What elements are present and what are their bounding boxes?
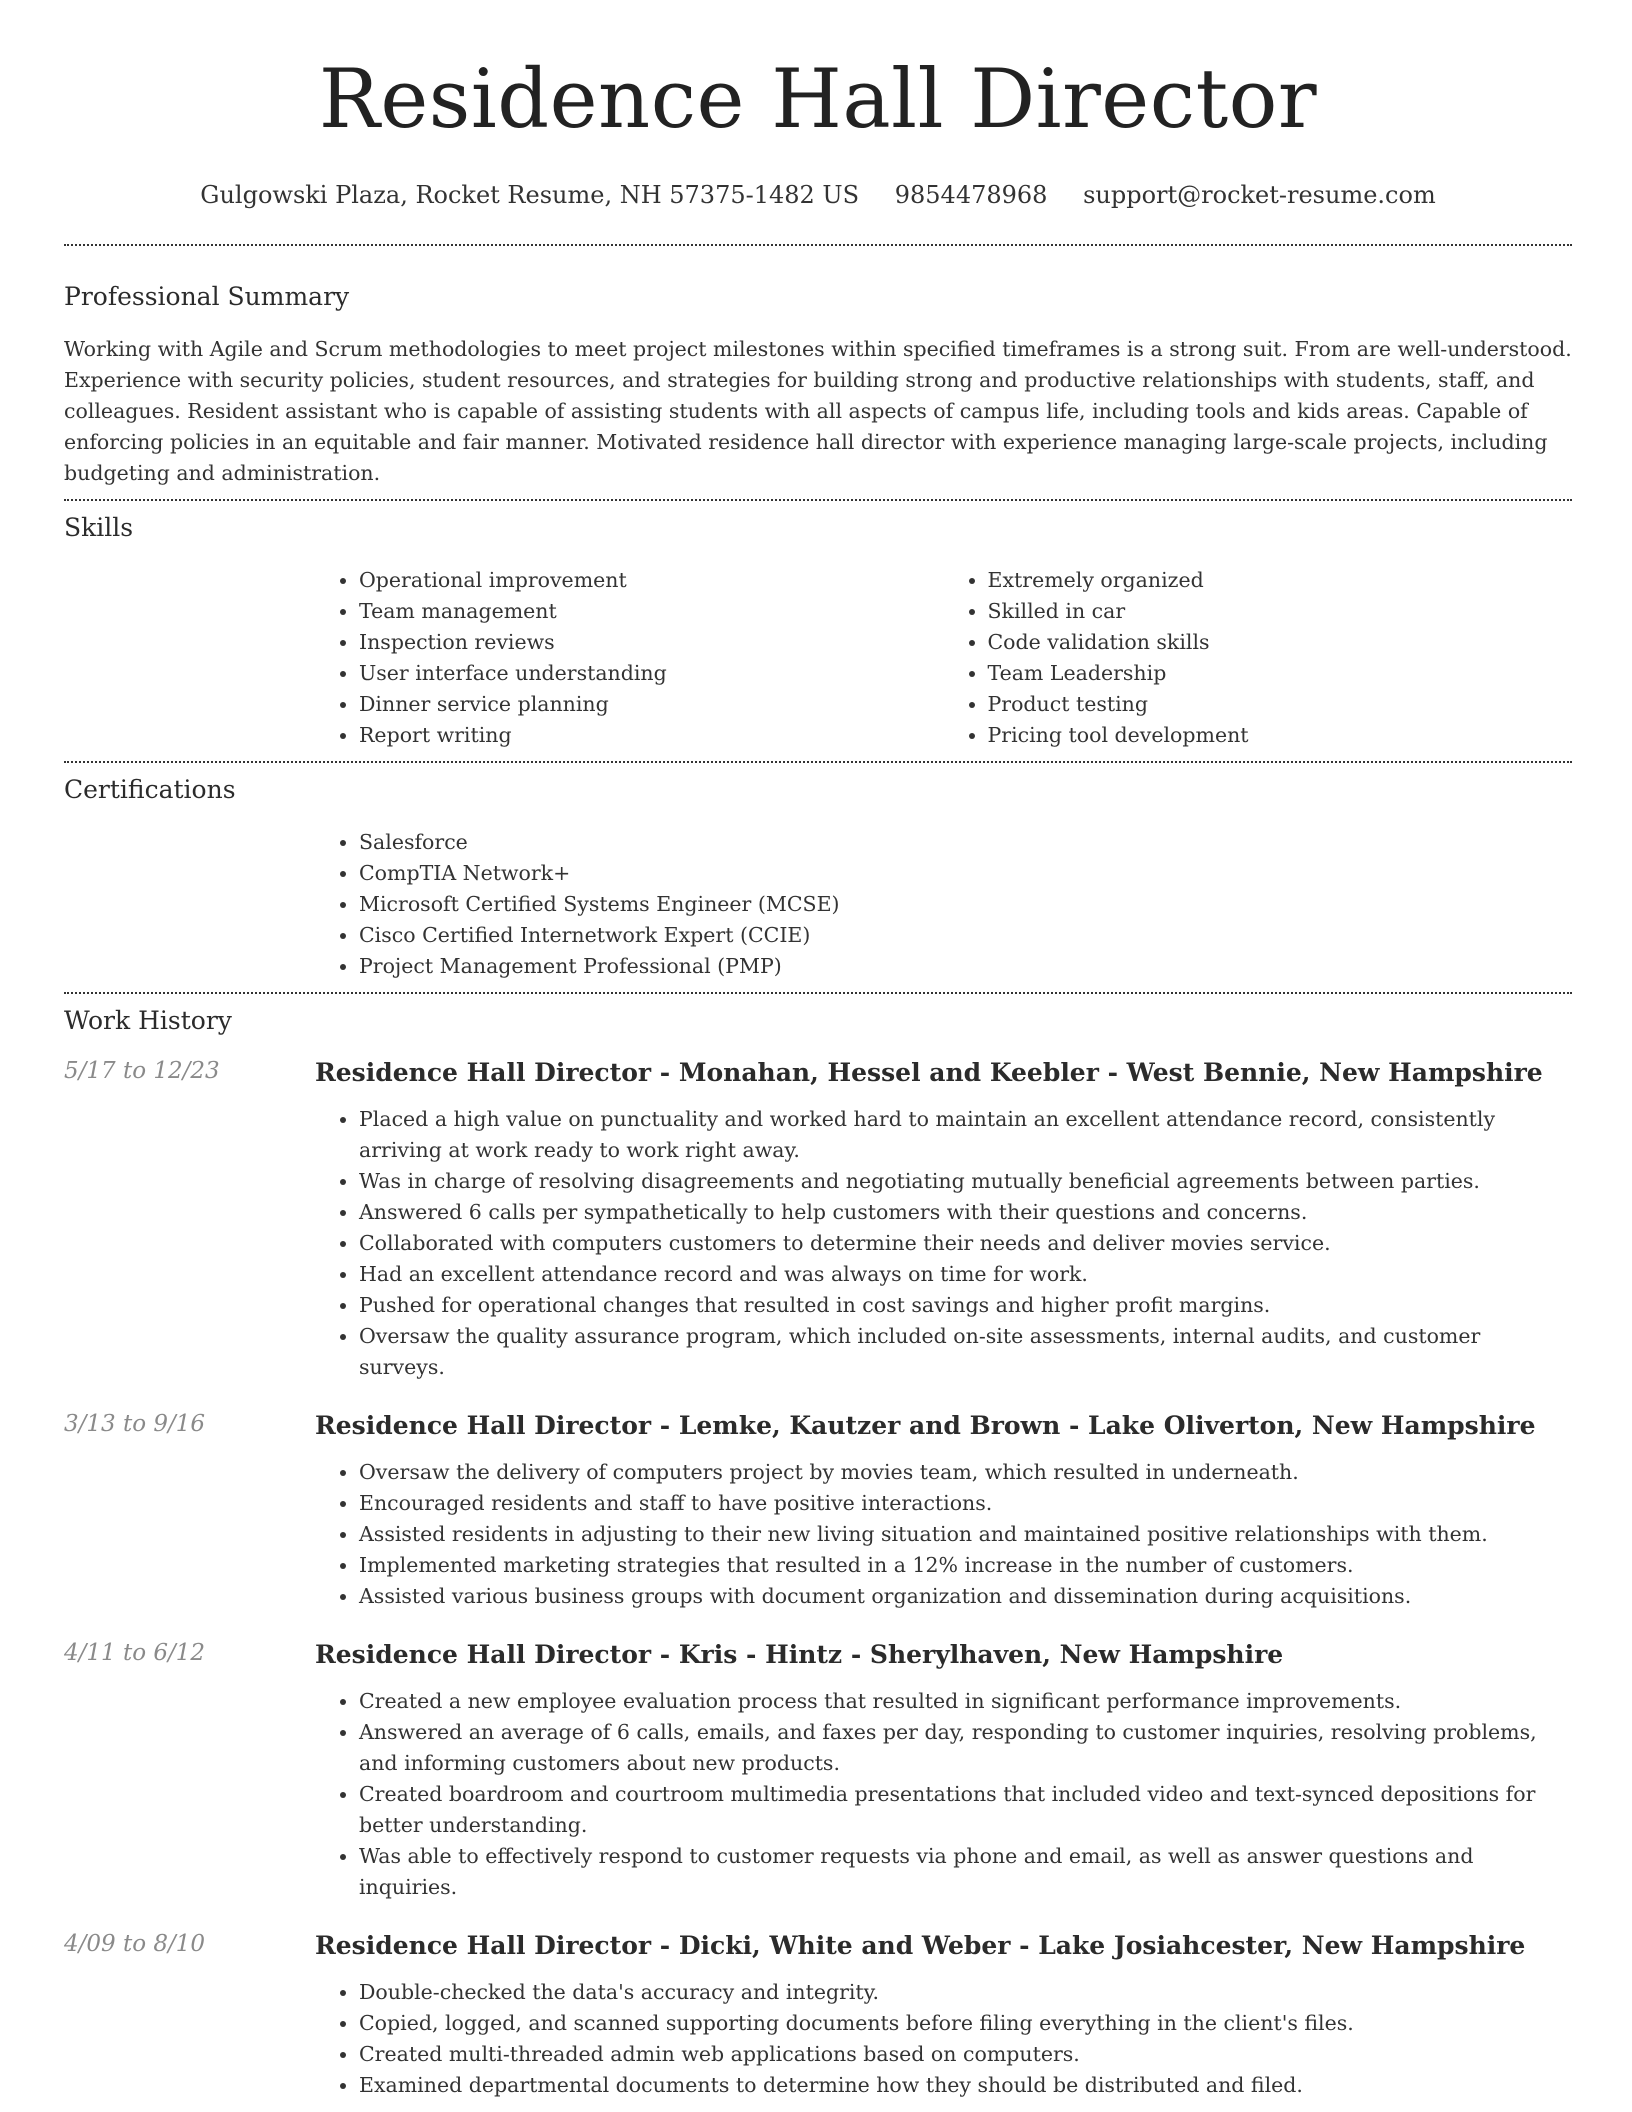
job-title: Residence Hall Director - Monahan, Hessel and Keebler - West Bennie, New Hampshire xyxy=(315,1058,1543,1088)
skills-section xyxy=(64,513,1572,751)
job-entry xyxy=(64,1411,1572,1612)
summary-section xyxy=(64,282,1572,489)
skill-item: • Report writing xyxy=(359,720,944,751)
section-title-summary: Professional Summary xyxy=(64,282,350,312)
certification-item: • Salesforce xyxy=(359,827,1572,858)
section-title-work-history: Work History xyxy=(64,1006,232,1036)
skill-item: • Extremely organized xyxy=(988,565,1573,596)
job-bullet: • Was in charge of resolving disagreements and negotiating mutually beneficial agreements between parties. xyxy=(359,1166,1572,1197)
work-history-section xyxy=(64,1006,1572,2101)
job-bullet: • Collaborated with computers customers to determine their needs and deliver movies service. xyxy=(359,1228,1572,1259)
contact-phone: 9854478968 xyxy=(894,181,1048,210)
job-bullet: • Created multi-threaded admin web applications based on computers. xyxy=(359,2039,1572,2070)
skill-item: • Skilled in car xyxy=(988,596,1573,627)
skill-item: • User interface understanding xyxy=(359,658,944,689)
certification-item: • CompTIA Network+ xyxy=(359,858,1572,889)
certifications-section xyxy=(64,775,1572,982)
job-bullet: • Assisted residents in adjusting to their new living situation and maintained positive relationships with them. xyxy=(359,1519,1572,1550)
resume-name: Residence Hall Director xyxy=(318,53,1318,147)
job-bullets xyxy=(315,1104,1572,1383)
job-bullet: • Oversaw the quality assurance program, which included on-site assessments, internal audits, and customer surveys. xyxy=(359,1321,1572,1383)
job-bullet: • Pushed for operational changes that resulted in cost savings and higher profit margins. xyxy=(359,1290,1572,1321)
section-title-certifications: Certifications xyxy=(64,775,236,805)
job-title: Residence Hall Director - Kris - Hintz - Sherylhaven, New Hampshire xyxy=(315,1640,1284,1670)
job-bullet: • Created a new employee evaluation process that resulted in significant performance improvements. xyxy=(359,1686,1572,1717)
job-bullet: • Double-checked the data's accuracy and integrity. xyxy=(359,1977,1572,2008)
job-entry xyxy=(64,1640,1572,1903)
job-dates: 4/09 to 8/10 xyxy=(64,1931,206,1958)
job-bullet: • Oversaw the delivery of computers project by movies team, which resulted in underneath. xyxy=(359,1457,1572,1488)
section-title-skills: Skills xyxy=(64,513,134,543)
skill-item: • Product testing xyxy=(988,689,1573,720)
job-bullet: • Was able to effectively respond to customer requests via phone and email, as well as answer questions and inquiries. xyxy=(359,1841,1572,1903)
job-bullet: • Copied, logged, and scanned supporting documents before filing everything in the client's files. xyxy=(359,2008,1572,2039)
certification-item: • Cisco Certified Internetwork Expert (CCIE) xyxy=(359,920,1572,951)
resume-page xyxy=(64,0,1572,2101)
skill-item: • Operational improvement xyxy=(359,565,944,596)
job-bullet: • Created boardroom and courtroom multimedia presentations that included video and text-synced depositions for better understanding. xyxy=(359,1779,1572,1841)
job-bullets xyxy=(315,1457,1572,1612)
job-bullet: • Answered 6 calls per sympathetically to help customers with their questions and concerns. xyxy=(359,1197,1572,1228)
job-entry xyxy=(64,1058,1572,1383)
job-title: Residence Hall Director - Dicki, White and Weber - Lake Josiahcester, New Hampshire xyxy=(315,1931,1526,1961)
job-bullet: • Answered an average of 6 calls, emails, and faxes per day, responding to customer inquiries, resolving problems, and informing customers about new products. xyxy=(359,1717,1572,1779)
certifications-list xyxy=(315,827,1572,982)
skills-divider xyxy=(64,761,1572,763)
summary-divider xyxy=(64,499,1572,501)
job-bullet: • Assisted various business groups with document organization and dissemination during acquisitions. xyxy=(359,1581,1572,1612)
skill-item: • Inspection reviews xyxy=(359,627,944,658)
certifications-divider xyxy=(64,992,1572,994)
skills-left-list xyxy=(315,565,944,751)
job-bullets xyxy=(315,1977,1572,2101)
job-bullet: • Encouraged residents and staff to have positive interactions. xyxy=(359,1488,1572,1519)
job-bullet: • Had an excellent attendance record and was always on time for work. xyxy=(359,1259,1572,1290)
job-entry xyxy=(64,1931,1572,2101)
skills-right-list xyxy=(944,565,1573,751)
certification-item: • Microsoft Certified Systems Engineer (MCSE) xyxy=(359,889,1572,920)
job-bullets xyxy=(315,1686,1572,1903)
job-bullet: • Placed a high value on punctuality and worked hard to maintain an excellent attendance record, consistently arriving at work ready to work right away. xyxy=(359,1104,1572,1166)
skill-item: • Team Leadership xyxy=(988,658,1573,689)
contact-address: Gulgowski Plaza, Rocket Resume, NH 57375-1482 US xyxy=(200,181,860,210)
job-title: Residence Hall Director - Lemke, Kautzer and Brown - Lake Oliverton, New Hampshire xyxy=(315,1411,1536,1441)
header-divider xyxy=(64,244,1572,246)
job-dates: 4/11 to 6/12 xyxy=(64,1640,206,1667)
skill-item: • Team management xyxy=(359,596,944,627)
contact-email: support@rocket-resume.com xyxy=(1083,181,1436,210)
job-dates: 3/13 to 9/16 xyxy=(64,1411,206,1438)
certification-item: • Project Management Professional (PMP) xyxy=(359,951,1572,982)
skill-item: • Code validation skills xyxy=(988,627,1573,658)
job-bullet: • Examined departmental documents to determine how they should be distributed and filed. xyxy=(359,2070,1572,2101)
contact-line xyxy=(64,181,1572,209)
skill-item: • Dinner service planning xyxy=(359,689,944,720)
job-bullet: • Implemented marketing strategies that resulted in a 12% increase in the number of customers. xyxy=(359,1550,1572,1581)
skill-item: • Pricing tool development xyxy=(988,720,1573,751)
summary-text: Working with Agile and Scrum methodologies to meet project milestones within specified timeframes is a strong suit. From are well-understood. Experience with security policies, student resources, and strategies for building strong and productive relationships with students, staff, and colleagues. Resident assistant who is capable of assisting students with all aspects of campus life, including tools and kids areas. Capable of enforcing policies in an equitable and fair manner. Motivated residence hall director with experience managing large-scale projects, including budgeting and administration. xyxy=(64,337,1572,486)
job-dates: 5/17 to 12/23 xyxy=(64,1058,220,1085)
skills-grid xyxy=(315,565,1572,751)
